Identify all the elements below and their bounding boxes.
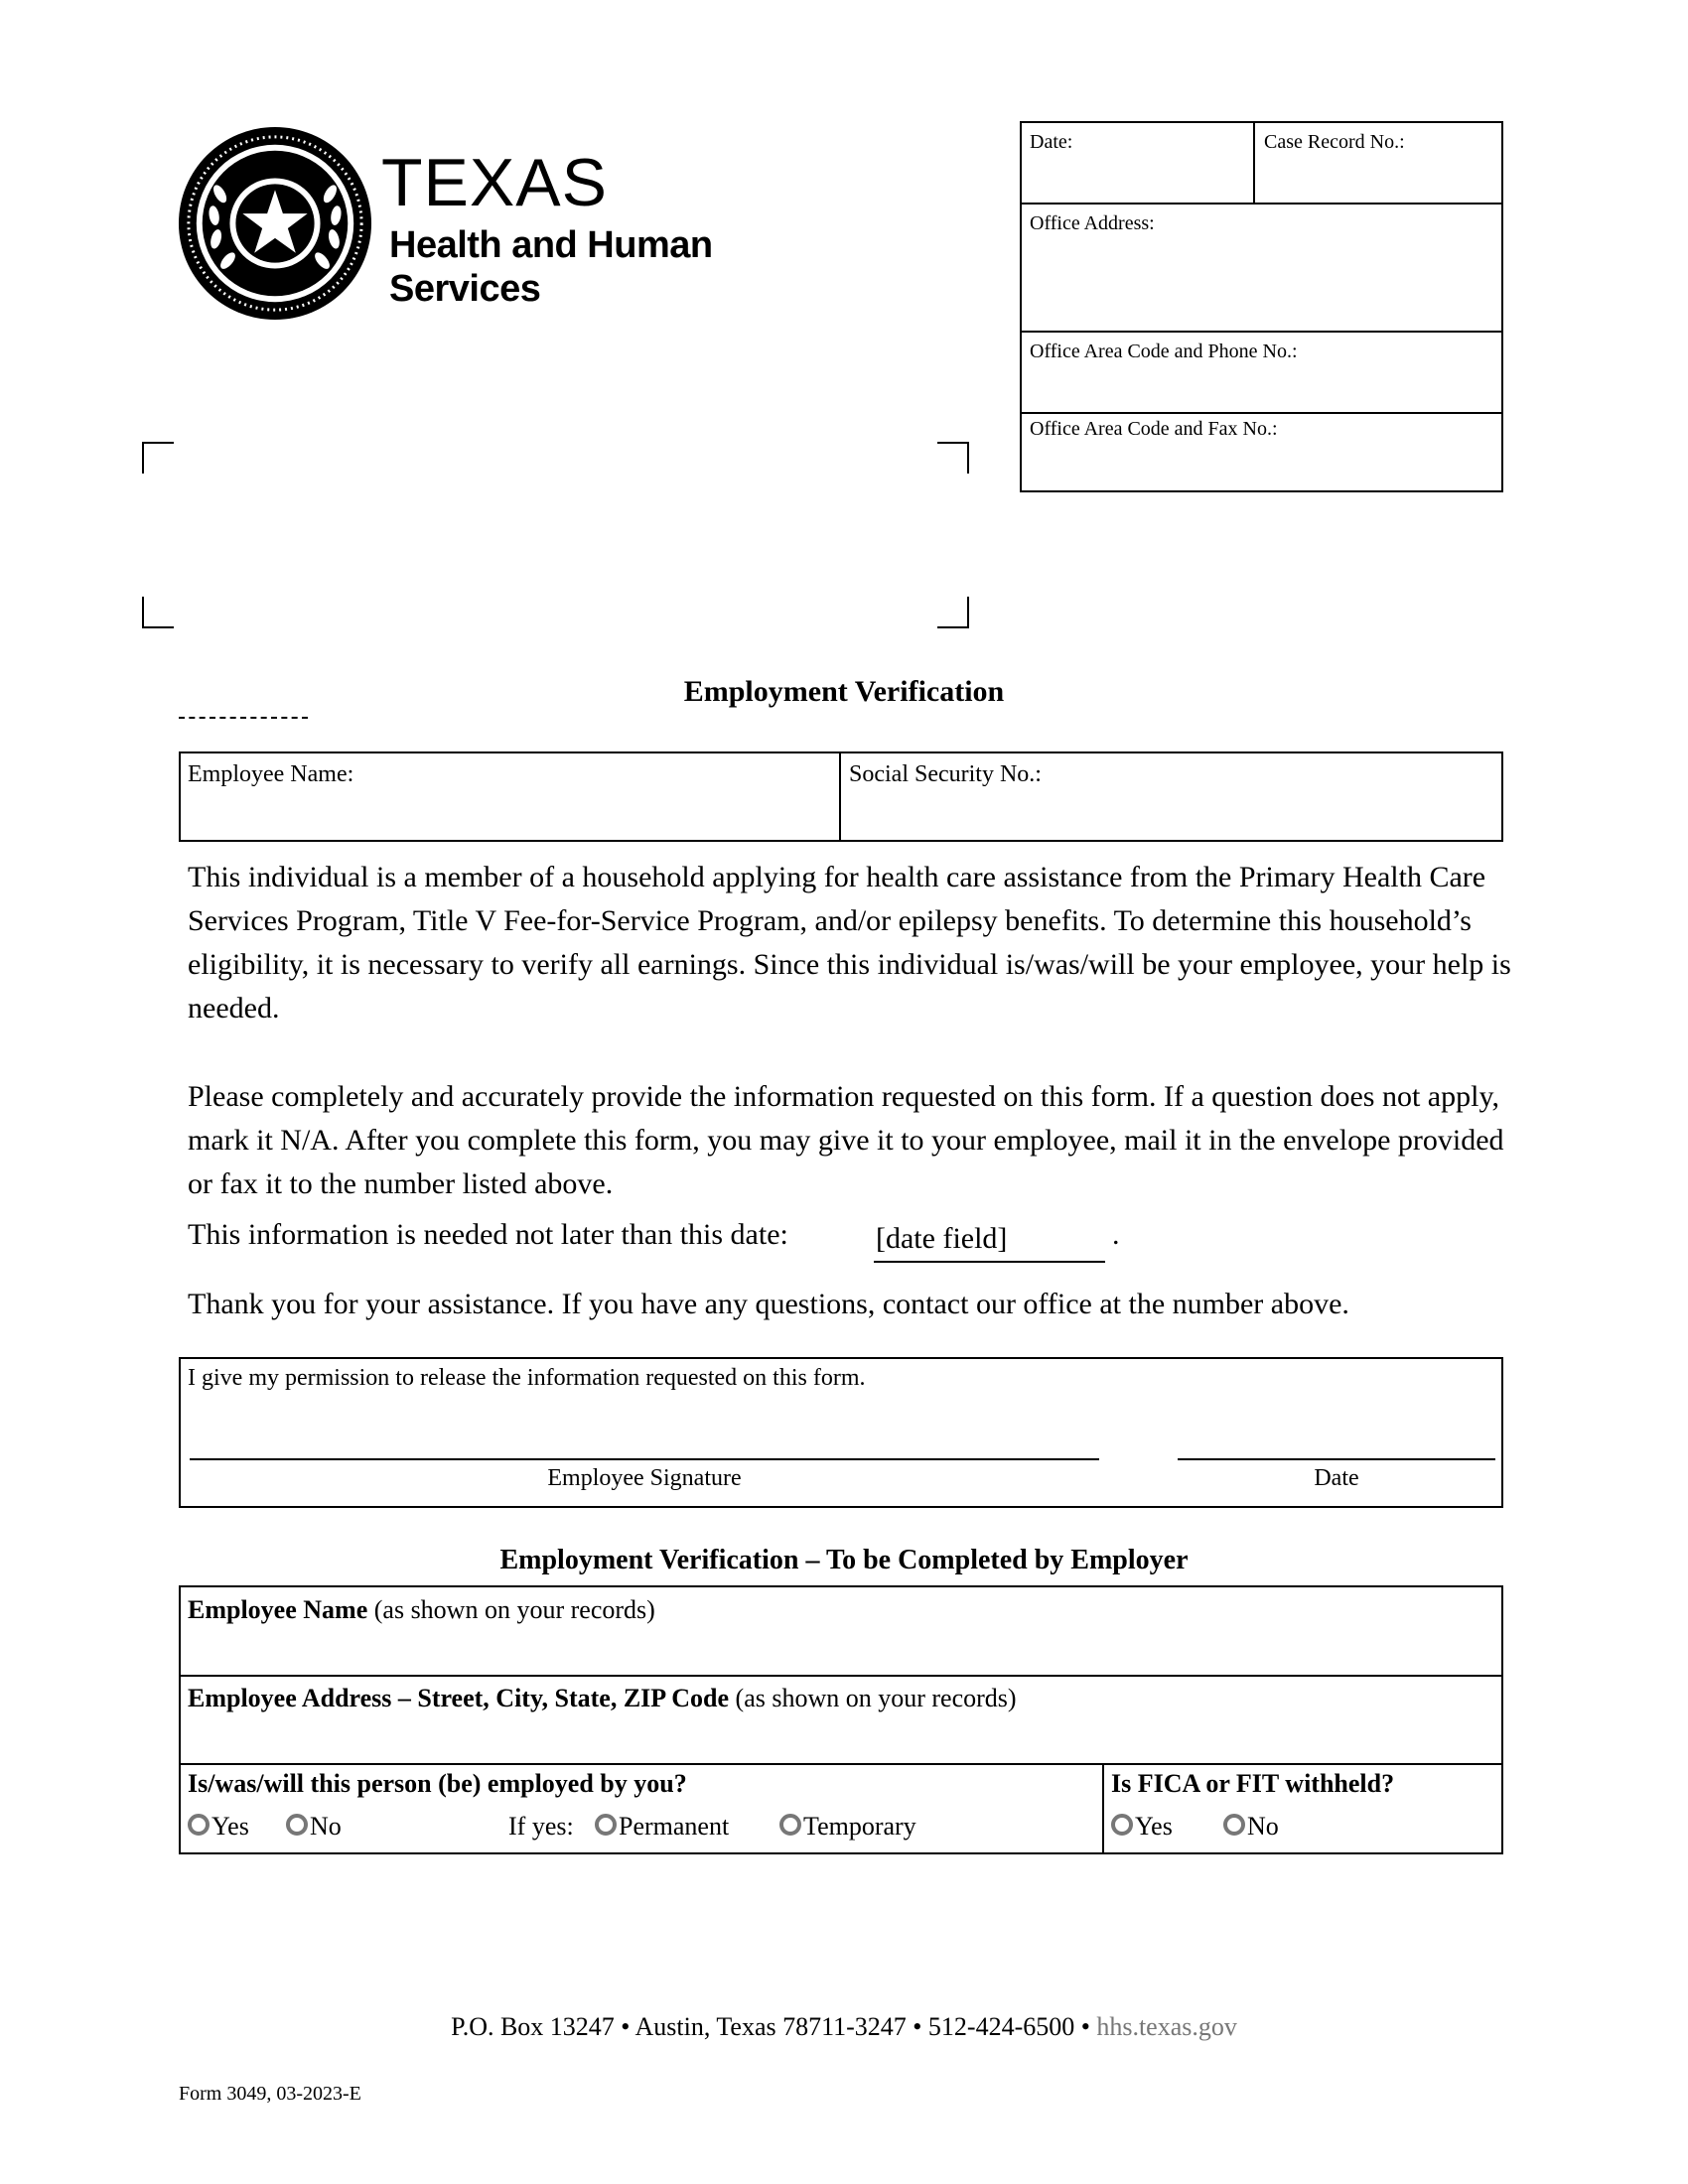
employed-yes-radio[interactable] — [188, 1814, 210, 1836]
fica-question: Is FICA or FIT withheld? — [1111, 1769, 1395, 1798]
form-number: Form 3049, 03-2023-E — [179, 2083, 361, 2105]
footer-address-text: P.O. Box 13247 • Austin, Texas 78711-3247 • 512-424-6500 • — [451, 2012, 1097, 2041]
temporary-label: Temporary — [803, 1812, 916, 1841]
permanent-radio[interactable] — [595, 1814, 617, 1836]
employer-employee-name-note: (as shown on your records) — [367, 1595, 655, 1624]
fica-no-radio[interactable] — [1223, 1814, 1245, 1836]
footer-website-link[interactable]: hhs.texas.gov — [1096, 2012, 1237, 2041]
office-fax-label: Office Area Code and Fax No.: — [1030, 418, 1278, 440]
permission-box — [179, 1357, 1503, 1508]
employed-question: Is/was/will this person (be) employed by you? — [188, 1769, 687, 1798]
employed-yes-option[interactable] — [188, 1812, 249, 1842]
page-title: Employment Verification — [683, 675, 1005, 708]
fica-yes-label: Yes — [1135, 1812, 1173, 1841]
deadline-date-field[interactable] — [874, 1217, 1105, 1263]
intro-paragraph-1: This individual is a member of a household applying for health care assistance from the Primary Health Care Services Program, Title V Fee-for-Service Program, and/or epilepsy benefits. To determine this household’s eligibility, it is necessary to verify all earnings. Since this individual is/was/will be your employee, your help is needed. — [188, 861, 1511, 1024]
permission-text: I give my permission to release the information requested on this form. — [188, 1365, 866, 1391]
permanent-label: Permanent — [619, 1812, 730, 1841]
intro-paragraph-3: Thank you for your assistance. If you have any questions, contact our office at the number above. — [188, 1288, 1349, 1320]
dashed-divider — [179, 717, 308, 719]
deadline-date-value: [date field] — [876, 1222, 1008, 1255]
fica-yes-option[interactable] — [1111, 1812, 1173, 1842]
employed-no-label: No — [310, 1812, 342, 1841]
employed-no-option[interactable] — [286, 1812, 342, 1842]
ssn-label: Social Security No.: — [849, 761, 1042, 787]
footer-address — [0, 2012, 1688, 2042]
office-info-box — [1020, 121, 1503, 492]
fica-no-option[interactable] — [1223, 1812, 1279, 1842]
deadline-period: . — [1112, 1218, 1120, 1251]
temporary-option[interactable] — [779, 1812, 916, 1842]
logo-subtitle-line1: Health and Human — [389, 224, 713, 266]
employer-employee-name-label: Employee Name — [188, 1595, 368, 1624]
intro-paragraph-2: Please completely and accurately provide the information requested on this form. If a question does not apply, mark it N/A. After you complete this form, you may give it to your employee, mail it in the envelope provided or fax it to the number listed above. — [188, 1080, 1504, 1200]
if-yes-label: If yes: — [508, 1812, 574, 1841]
permanent-option[interactable] — [595, 1812, 729, 1842]
employer-employee-address-field — [188, 1684, 1017, 1713]
employed-no-radio[interactable] — [286, 1814, 308, 1836]
employee-signature-label: Employee Signature — [547, 1465, 742, 1491]
employer-employee-name-field — [188, 1595, 655, 1625]
office-phone-label: Office Area Code and Phone No.: — [1030, 341, 1298, 362]
fica-no-label: No — [1247, 1812, 1279, 1841]
employer-employee-address-label: Employee Address – Street, City, State, ZIP Code — [188, 1684, 730, 1712]
employee-name-label: Employee Name: — [188, 761, 354, 787]
deadline-label: This information is needed not later than this date: — [188, 1218, 788, 1251]
fica-yes-radio[interactable] — [1111, 1814, 1133, 1836]
employer-section-title: Employment Verification – To be Completed by Employer — [499, 1545, 1189, 1575]
case-record-label: Case Record No.: — [1264, 131, 1405, 153]
employed-yes-label: Yes — [211, 1812, 249, 1841]
logo-title: TEXAS — [381, 145, 608, 220]
signature-date-label: Date — [1314, 1465, 1359, 1491]
date-label: Date: — [1030, 131, 1073, 153]
office-address-label: Office Address: — [1030, 212, 1155, 234]
signature-date-line[interactable] — [1178, 1458, 1495, 1460]
texas-hhs-seal-logo — [177, 125, 373, 322]
employee-signature-line[interactable] — [190, 1458, 1099, 1460]
employee-info-box — [179, 751, 1503, 842]
temporary-radio[interactable] — [779, 1814, 801, 1836]
employer-employee-address-note: (as shown on your records) — [729, 1684, 1017, 1712]
logo-subtitle-line2: Services — [389, 268, 541, 310]
employer-table — [179, 1585, 1503, 1854]
